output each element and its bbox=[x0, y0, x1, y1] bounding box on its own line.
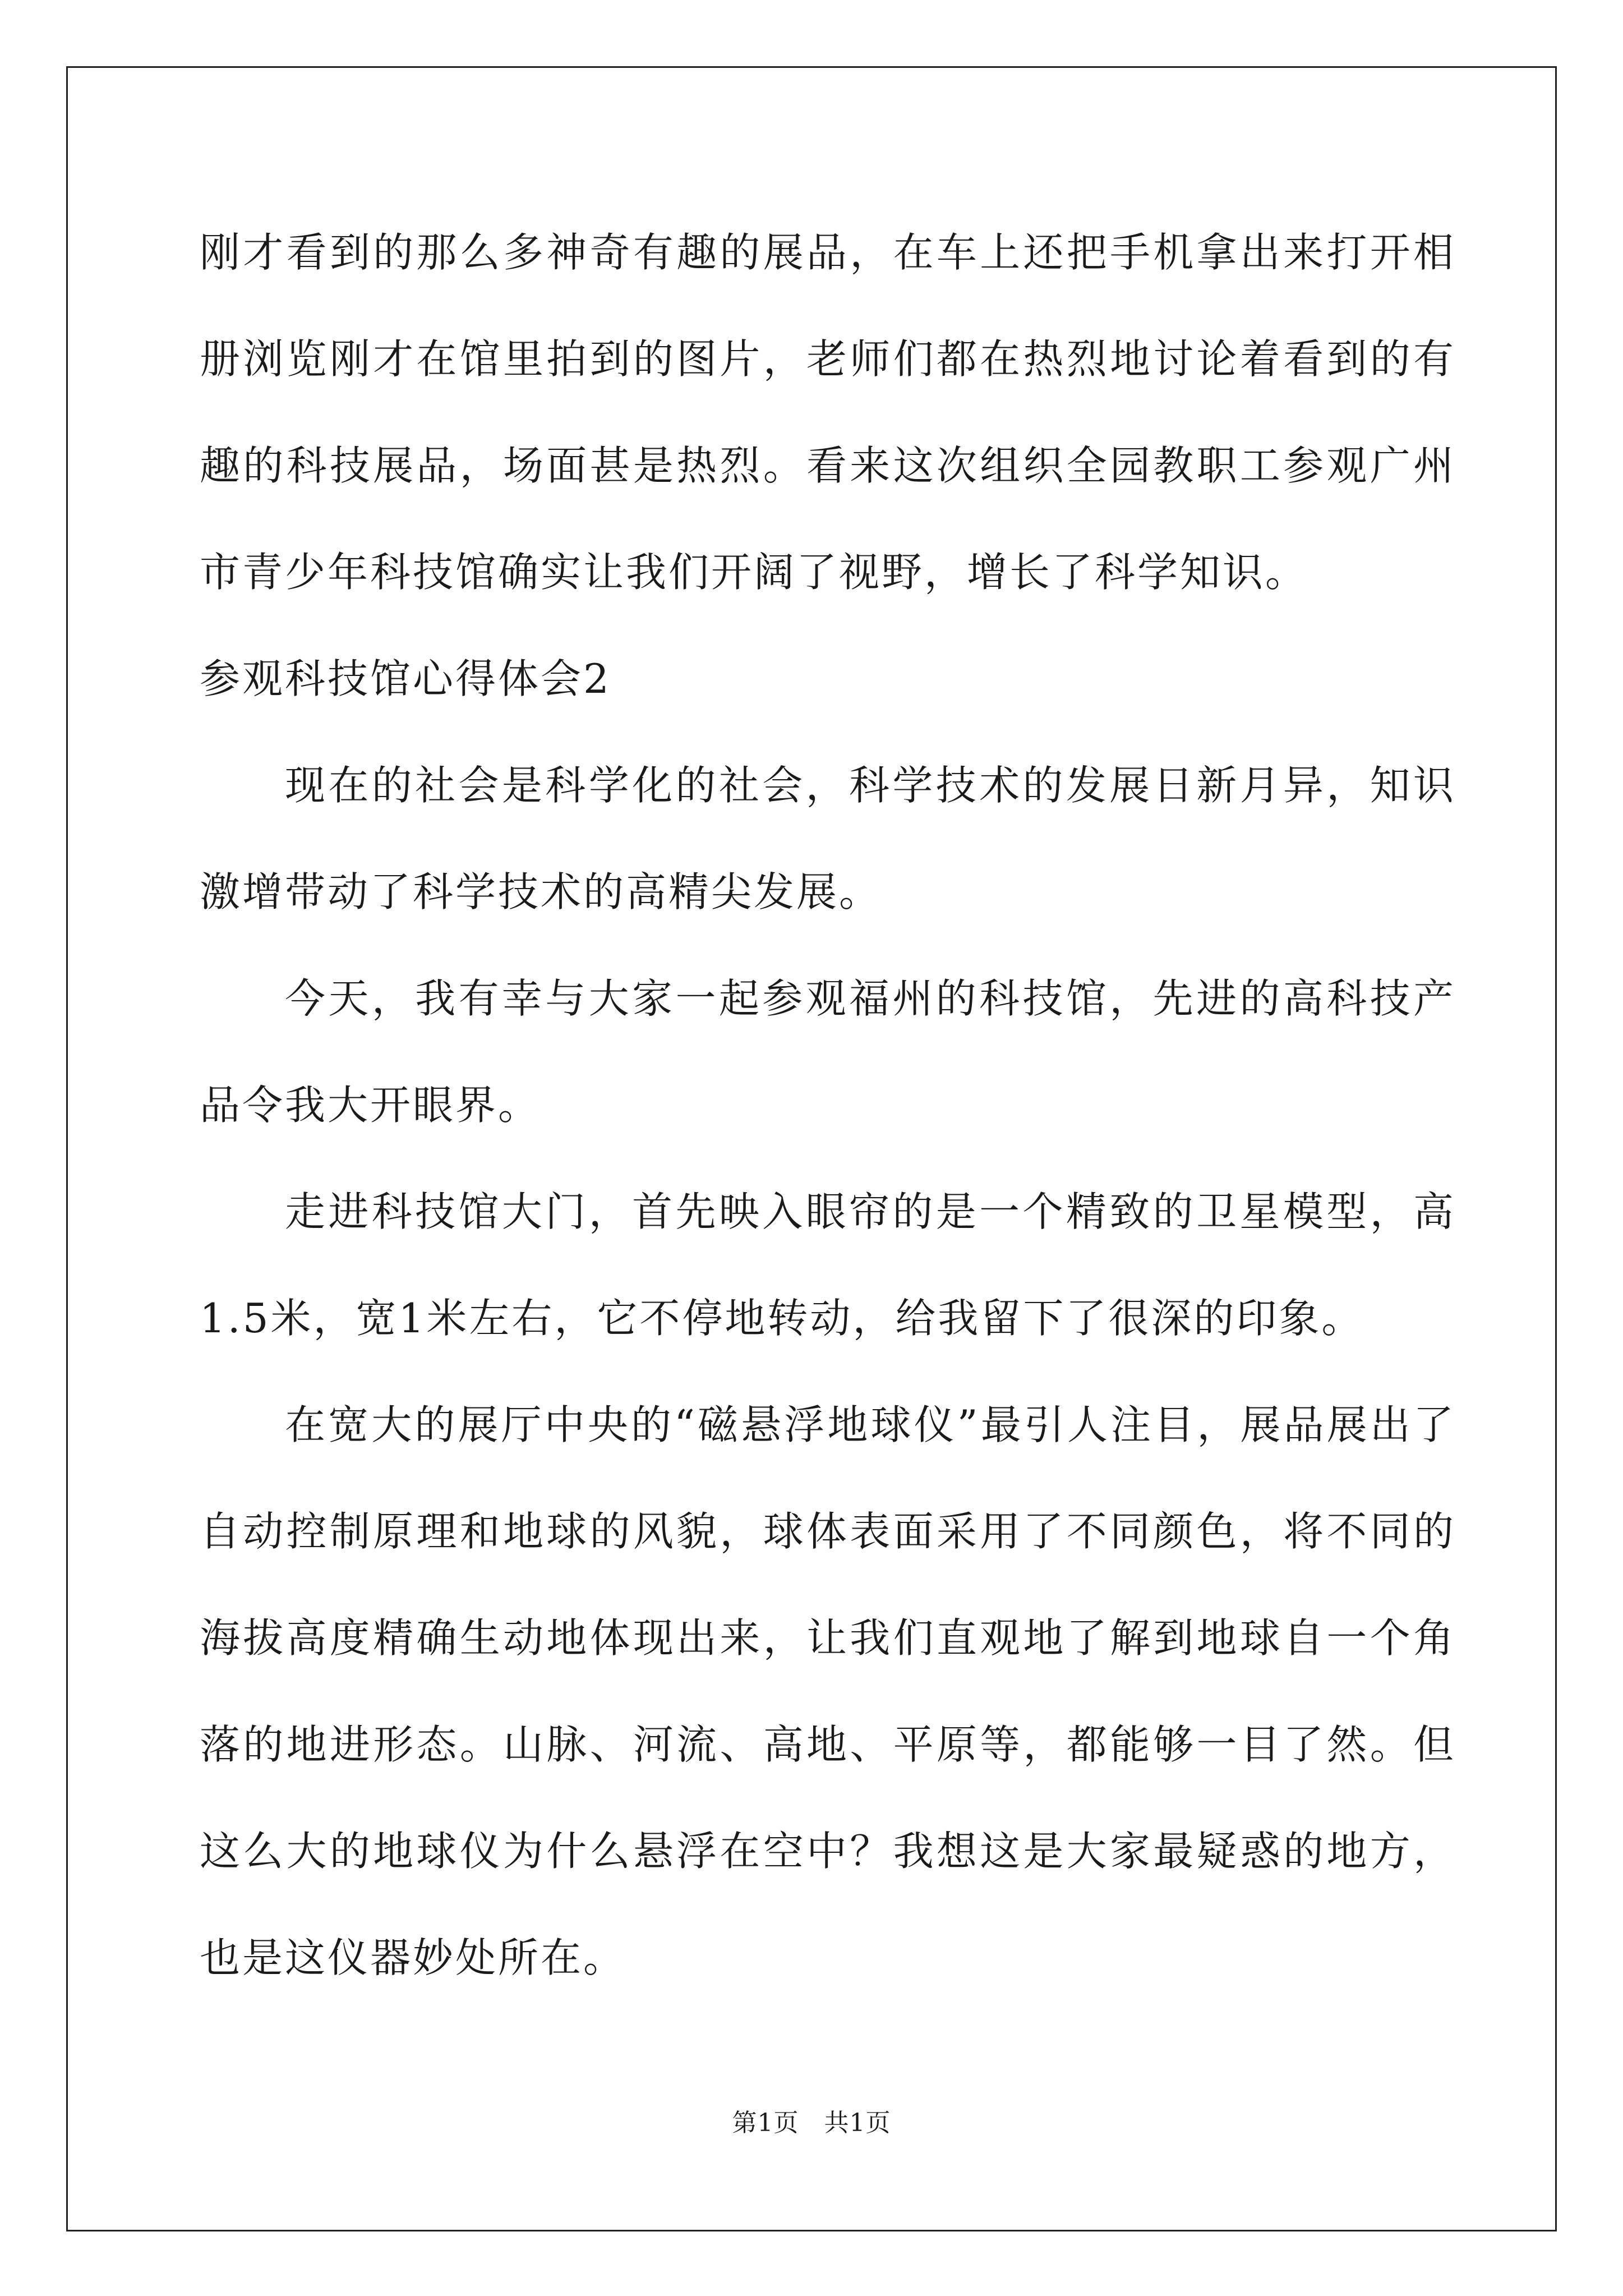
paragraph-visit: 今天，我有幸与大家一起参观福州的科技馆，先进的高科技产品令我大开眼界。 bbox=[200, 975, 1456, 1129]
page-number: 第1页 bbox=[732, 2109, 799, 2137]
paragraph-intro: 现在的社会是科学化的社会，科学技术的发展日新月异，知识激增带动了科学技术的高精尖发展。 bbox=[200, 762, 1456, 915]
paragraph-continuation: 刚才看到的那么多神奇有趣的展品，在车上还把手机拿出来打开相册浏览刚才在馆里拍到的图片，老师们都在热烈地讨论着看到的有趣的科技展品，场面甚是热烈。看来这次组织全园教职工参观广州市青少年科技馆确实让我们开阔了视野，增长了科学知识。 bbox=[200, 229, 1456, 596]
page-total: 共1页 bbox=[824, 2109, 891, 2137]
page-footer bbox=[0, 2106, 1623, 2140]
footer-spacer bbox=[799, 2109, 824, 2137]
paragraph-satellite: 走进科技馆大门，首先映入眼帘的是一个精致的卫星模型，高1.5米，宽1米左右，它不停地转动，给我留下了很深的印象。 bbox=[200, 1188, 1456, 1342]
section-heading: 参观科技馆心得体会2 bbox=[200, 655, 611, 702]
document-body bbox=[200, 199, 1456, 2011]
paragraph-globe: 在宽大的展厅中央的“磁悬浮地球仪”最引人注目，展品展出了自动控制原理和地球的风貌，球体表面采用了不同颜色，将不同的海拔高度精确生动地体现出来，让我们直观地了解到地球自一个角落的地进形态。山脉、河流、高地、平原等，都能够一目了然。但这么大的地球仪为什么悬浮在空中？我想这是大家最疑惑的地方，也是这仪器妙处所在。 bbox=[200, 1401, 1456, 1981]
